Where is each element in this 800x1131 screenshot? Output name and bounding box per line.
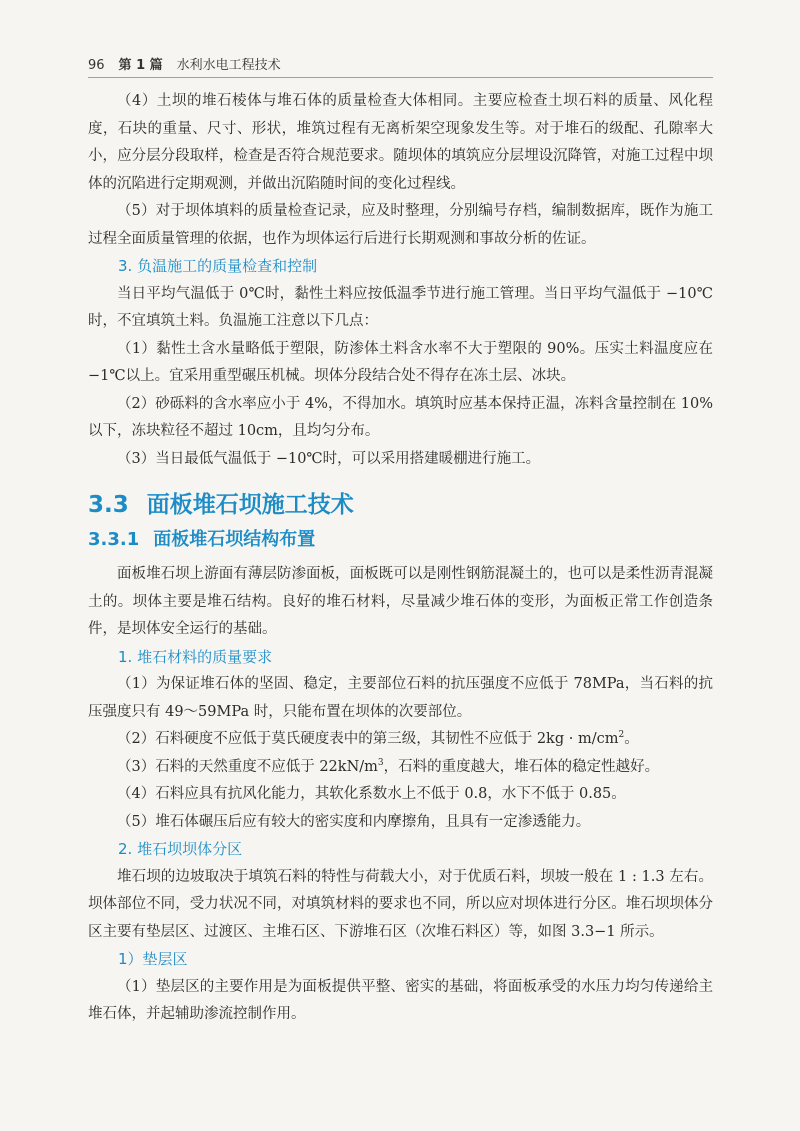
paragraph-materials-3 bbox=[88, 754, 713, 782]
materials-2-text: （2）石料硬度不应低于莫氏硬度表中的第三级，其韧性不应低于 2kg · m/cm bbox=[117, 731, 619, 747]
paragraph-item-4: （4）土坝的堆石棱体与堆石体的质量检查大体相同。主要应检查土坝石料的质量、风化程度，石块的重量、尺寸、形状，堆筑过程有无离析架空现象发生等。对于堆石的级配、孔隙率大小，应分层分段取样，检查是否符合规范要求。随坝体的填筑应分层埋设沉降管，对施工过程中坝体的沉陷进行定期观测，并做出沉陷随时间的变化过程线。 bbox=[88, 93, 713, 192]
paragraph-subsection-intro: 面板堆石坝上游面有薄层防渗面板，面板既可以是刚性钢筋混凝土的，也可以是柔性沥青混凝土的。坝体主要是堆石结构。良好的堆石材料，尽量减少堆石体的变形，为面板正常工作创造条件，是坝体安全运行的基础。 bbox=[88, 566, 713, 637]
paragraph-materials-4: （4）石料应具有抗风化能力，其软化系数水上不低于 0.8，水下不低于 0.85。 bbox=[117, 786, 626, 802]
materials-3-superscript: 3 bbox=[377, 757, 384, 768]
page-body bbox=[88, 88, 713, 1029]
page-number: 96 bbox=[88, 58, 105, 73]
header-divider bbox=[88, 77, 713, 78]
paragraph-negative-temperature-3: （3）当日最低气温低于 −10℃时，可以采用搭建暖棚进行施工。 bbox=[117, 450, 541, 467]
paragraph-cushion-zone-1: （1）垫层区的主要作用是为面板提供平整、密实的基础，将面板承受的水压力均匀传递给主堆石体，并起辅助渗流控制作用。 bbox=[88, 978, 713, 1022]
heading-rock-materials: 1. 堆石材料的质量要求 bbox=[118, 647, 273, 666]
paragraph-materials-1: （1）为保证堆石体的坚固、稳定，主要部位石料的抗压强度不应低于 78MPa，当石料的抗压强度只有 49～59MPa 时，只能布置在坝体的次要部位。 bbox=[88, 676, 713, 720]
section-number: 3.3 bbox=[88, 492, 129, 518]
heading-dam-zoning: 2. 堆石坝坝体分区 bbox=[118, 840, 243, 858]
paragraph-item-5: （5）对于坝体填料的质量检查记录，应及时整理，分别编号存档，编制数据库，既作为施工过程全面质量管理的依据，也作为坝体运行后进行长期观测和事故分析的佐证。 bbox=[88, 203, 713, 247]
paragraph-negative-temperature-1: （1）黏性土含水量略低于塑限，防渗体土料含水率不大于塑限的 90%。压实土料温度应在 −1℃以上。宜采用重型碾压机械。坝体分段结合处不得存在冻土层、冰块。 bbox=[88, 340, 713, 384]
paragraph-materials-2 bbox=[88, 726, 713, 754]
paragraph-negative-temperature-2: （2）砂砾料的含水率应小于 4%，不得加水。填筑时应基本保持正温，冻料含量控制在 10% 以下，冻块粒径不超过 10cm，且均匀分布。 bbox=[88, 395, 713, 439]
materials-2-end: 。 bbox=[624, 731, 639, 747]
paragraph-zoning-intro: 堆石坝的边坡取决于填筑石料的特性与荷载大小，对于优质石料，坝坡一般在 1 : 1.3 左右。坝体部位不同，受力状况不同，对填筑材料的要求也不同，所以应对坝体进行分区。堆石坝坝体分区主要有垫层区、过渡区、主堆石区、下游堆石区（次堆石料区）等，如图 3.3−1 所示。 bbox=[88, 868, 713, 940]
materials-3-end: ，石料的重度越大，堆石体的稳定性越好。 bbox=[383, 758, 660, 775]
subsection-title: 面板堆石坝结构布置 bbox=[153, 529, 316, 550]
section-title: 面板堆石坝施工技术 bbox=[146, 492, 354, 518]
paragraph-negative-temperature-intro: 当日平均气温低于 0℃时，黏性土料应按低温季节进行施工管理。当日平均气温低于 −10℃时，不宜填筑土料。负温施工注意以下几点： bbox=[88, 285, 713, 329]
section-heading bbox=[88, 487, 713, 523]
heading-cushion-zone: 1）垫层区 bbox=[118, 950, 188, 968]
subsection-number: 3.3.1 bbox=[88, 529, 140, 550]
materials-2-superscript: 2 bbox=[618, 730, 625, 741]
part-label: 第 1 篇 bbox=[118, 58, 163, 73]
subsection-heading bbox=[88, 525, 713, 555]
running-header bbox=[88, 54, 713, 73]
paragraph-materials-5: （5）堆石体碾压后应有较大的密实度和内摩擦角，且具有一定渗透能力。 bbox=[117, 813, 591, 830]
heading-negative-temperature: 3. 负温施工的质量检查和控制 bbox=[118, 257, 318, 275]
materials-3-text: （3）石料的天然重度不应低于 22kN/m bbox=[117, 758, 378, 775]
part-title: 水利水电工程技术 bbox=[176, 58, 281, 73]
